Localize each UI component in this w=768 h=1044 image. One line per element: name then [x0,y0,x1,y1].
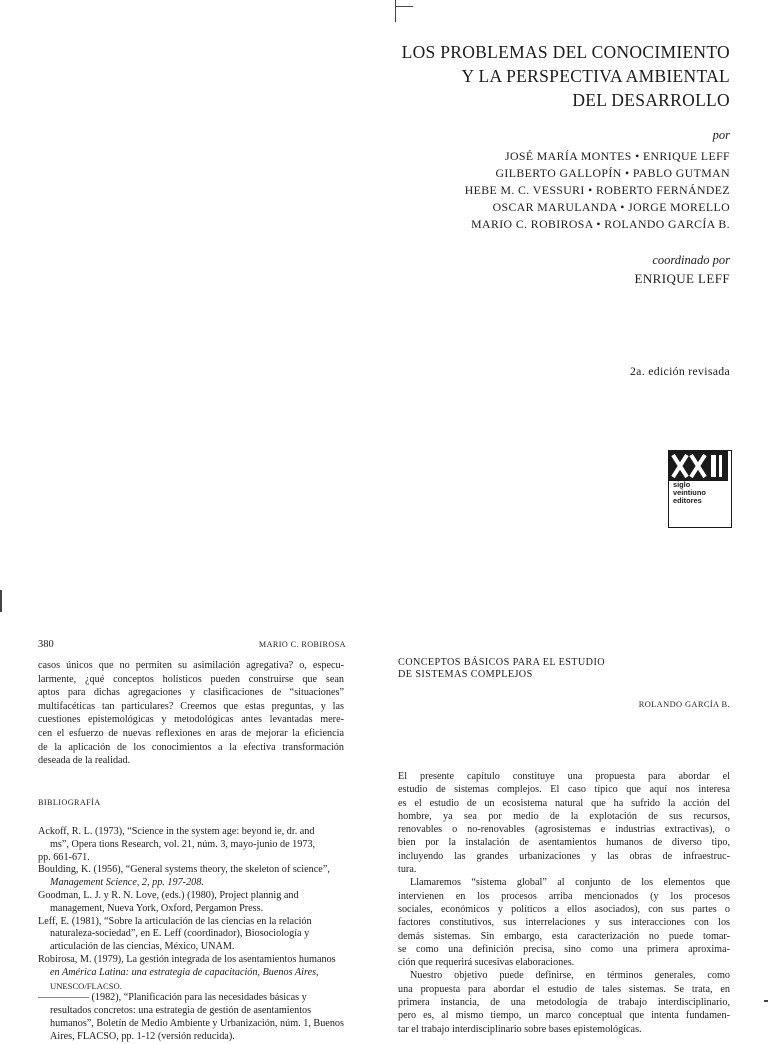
body-line: bien por la instalación de asentamientos humanos de diverso tipo, [398,837,730,849]
publisher-line-1: siglo [673,480,691,489]
body-line: estudio de sistemas complejos. El caso típico que aquí nos interesa [398,784,730,796]
entry-line: naturaleza-sociedad”, en E. Leff (coordinador), Biosociología y [50,928,310,940]
edition-note: 2a. edición revisada [629,364,730,378]
body-line: tura. [398,864,417,876]
by-label: por [712,128,730,142]
book-title-line-1: LOS PROBLEMAS DEL CONOCIMIENTO [401,42,730,62]
chapter-author: ROLANDO GARCÍA B. [638,700,730,709]
bibliography-entry [38,916,344,954]
entry-line: articulación de las ciencias, México, UNAM. [50,941,235,953]
body-line: multifacéticas tan particulares? Creemos que estas preguntas, y las [38,700,344,712]
chapter-title [398,657,605,681]
body-line: cuestiones epistemológicas y metodológicas antes levantadas mere- [38,714,344,726]
body-line: deseada de la realidad. [38,755,131,767]
entry-line: Ackoff, R. L. (1973), “Science in the system age: beyond ie, dr. and [38,826,315,837]
entry-line: ms”, Opera tions Research, vol. 21, núm. 3, mayo-junio de 1973, [50,838,316,850]
scan-edge-mark-left [0,590,2,612]
title-page [350,40,730,289]
body-line: cen el esfuerzo de nuevas reflexiones en aras de mejorar la eficiencia [38,727,344,739]
body-line: renovables o no-renovables (agrosistemas e industrias extractivas), o [398,824,730,836]
body-line: es el estudio de un ecosistema natural que ha sufrido la acción del [398,797,730,809]
body-line: larmente, ¿qué conceptos holísticos pueden construirse que sean [38,673,344,685]
body-line: una propuesta para abordar el estudio de tales sistemas. Se trata, en [398,983,730,995]
bibliography-entry [38,890,344,916]
body-line: factores constitutivos, sus interrelaciones y sus interacciones con los [398,917,730,929]
xxi-mark-icon [669,451,728,481]
coordinator-name: ENRIQUE LEFF [634,271,730,286]
author-line-1: JOSÉ MARÍA MONTES • ENRIQUE LEFF [504,149,730,163]
body-line: Nuestro objetivo puede definirse, en términos generales, como [410,970,730,982]
body-line: aptos para dichas agregaciones y clasificaciones de “situaciones” [38,687,344,699]
book-title-line-2: Y LA PERSPECTIVA AMBIENTAL [461,66,730,86]
publisher-name [673,481,706,505]
body-line: intervienen en los procesos arriba mencionados (y los procesos [398,890,730,902]
author-line-3: HEBE M. C. VESSURI • ROBERTO FERNÁNDEZ [464,183,730,197]
body-line: El presente capítulo constituye una propuesta para abordar el [398,771,730,782]
entry-line: management, Nueva York, Oxford, Pergamon Press. [50,902,264,914]
entry-line: Boulding, K. (1956), “General systems theory, the skeleton of science”, [38,864,330,876]
entry-line: pp. 661-671. [38,851,90,863]
body-line: ción que requerirá sucesivas elaboraciones. [398,957,575,969]
entry-line: ————— (1982), “Planificación para las necesidades básicas y [38,992,307,1004]
entry-line: UNESCO/FLACSO. [50,980,122,991]
coordinated-by-label: coordinado por [652,253,730,267]
bibliography-entry [38,992,344,1043]
page-number: 380 [38,639,54,650]
entry-line: Leff, E. (1981), “Sobre la articulación de las ciencias en la relación [38,915,312,927]
entry-line: Robirosa, M. (1979), La gestión integrada de los asentamientos humanos [38,953,336,965]
scan-edge-mark-right [764,1000,768,1002]
bibliography-list [38,826,344,1044]
publisher-line-2: veintiuno [673,488,706,497]
body-line: Llamaremos “sistema global” al conjunto de los elementos que [410,877,730,889]
bibliography-entry [38,826,344,864]
body-line: casos únicos que no permiten su asimilación agregativa? o, especu- [38,660,344,671]
body-line: hombre, ya sea por medio de la explotación de sus recursos, [398,810,730,822]
scan-edge-mark-top-tick [395,6,413,7]
bibliography-entry [38,954,344,992]
entry-line: Goodman, L. J. y R. N. Love, (eds.) (1980), Project plannig and [38,889,299,901]
scan-edge-mark-top [395,0,396,22]
body-line: sociales, económicos y políticos a ellos asociados), con sus partes o [398,903,730,915]
body-line: pero es, al mismo tiempo, un marco conceptual que intenta fundamen- [398,1010,730,1022]
bibliography-entry [38,864,344,890]
left-page-body [38,659,344,768]
body-line: demás sistemas. Sin embargo, esta caracterización no puede tomar- [398,930,730,942]
running-head: MARIO C. ROBIROSA [258,640,346,649]
entry-line: humanos”, Boletín de Medio Ambiente y Urbanización, núm. 1, Buenos [50,1017,344,1029]
siglo-xxi-logo-icon [668,450,732,528]
entry-line: en América Latina: una estrategia de capacitación, Buenos Aires, [50,966,319,978]
body-line: se como una definición precisa, sino como una primera aproxima- [398,943,730,955]
chapter-title-line-1: CONCEPTOS BÁSICOS PARA EL ESTUDIO [398,657,605,668]
author-line-2: GILBERTO GALLOPÍN • PABLO GUTMAN [495,166,730,180]
body-line: incluyendo las grandes urbanizaciones y las obras de infraestruc- [398,850,730,862]
body-line: primera instancia, de una metodología de trabajo interdisciplinario, [398,997,730,1009]
body-line: tar el trabajo interdisciplinario sobre bases epistemológicas. [398,1023,642,1035]
body-line: de la aplicación de los conocimientos a la efectiva transformación [38,741,344,753]
book-title-line-3: DEL DESARROLLO [572,90,730,110]
author-line-4: OSCAR MARULANDA • JORGE MORELLO [492,200,730,214]
chapter-title-line-2: DE SISTEMAS COMPLEJOS [398,669,533,680]
right-page-body [398,770,730,1036]
entry-line: Management Science, 2, pp. 197-208. [50,877,204,889]
entry-line: Aires, FLACSO, pp. 1-12 (versión reducida). [50,1030,235,1042]
bibliography-heading: BIBLIOGRAFÍA [38,798,101,807]
author-line-5: MARIO C. ROBIROSA • ROLANDO GARCÍA B. [471,217,730,231]
entry-line: resultados concretos: una estrategia de gestión de asentamientos [50,1005,312,1017]
publisher-line-3: editores [673,496,702,505]
